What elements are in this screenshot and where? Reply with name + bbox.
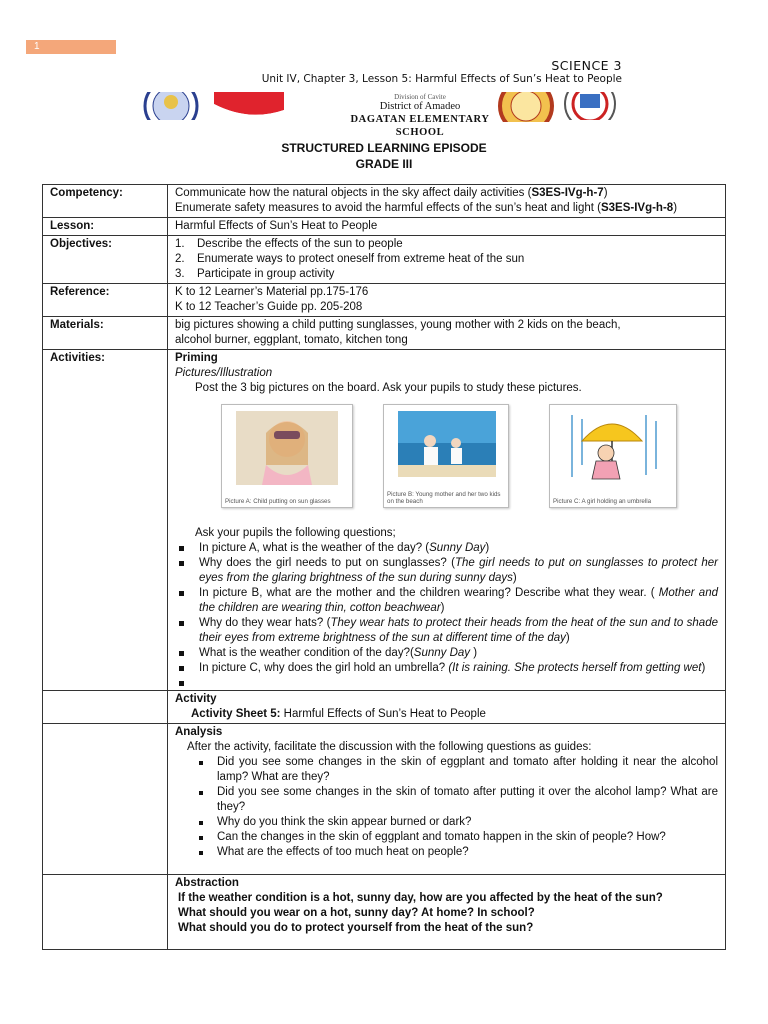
question-text: What is the weather condition of the day?( bbox=[199, 647, 414, 659]
priming-question-item bbox=[175, 616, 718, 646]
reference-label: Reference: bbox=[43, 284, 168, 317]
bullet-icon bbox=[179, 621, 184, 626]
competency-2-close: ) bbox=[673, 202, 678, 214]
analysis-question-item bbox=[197, 845, 718, 860]
question-close: ) bbox=[565, 632, 570, 644]
analysis-content bbox=[168, 724, 726, 875]
priming-question-item bbox=[175, 586, 718, 616]
priming-heading: Priming bbox=[175, 352, 218, 364]
picture-a-caption: Picture A: Child putting on sun glasses bbox=[225, 498, 331, 505]
lesson-label: Lesson: bbox=[43, 218, 168, 236]
competency-1-close: ) bbox=[603, 187, 608, 199]
picture-c bbox=[549, 404, 677, 508]
picture-b-caption: Picture B: Young mother and her two kids on the beach bbox=[387, 491, 501, 505]
school-header bbox=[340, 93, 500, 139]
bullet-icon bbox=[199, 836, 203, 840]
competency-2-text: Enumerate safety measures to avoid the harmful effects of the sun’s heat and light ( bbox=[175, 202, 601, 214]
activities-label: Activities: bbox=[43, 350, 168, 691]
analysis-row bbox=[43, 724, 726, 875]
analysis-question-text: Why do you think the skin appear burned or dark? bbox=[217, 816, 472, 828]
analysis-heading: Analysis bbox=[175, 726, 223, 738]
philippine-flag-logo bbox=[214, 92, 284, 116]
question-close: ) bbox=[701, 662, 706, 674]
competency-value bbox=[168, 185, 726, 218]
analysis-question-text: Did you see some changes in the skin of tomato after putting it over the alcohol lamp? What are they? bbox=[217, 786, 718, 813]
answer-text: They wear hats to protect their heads from the heat of the sun and to shade their eyes from extreme brightness of the sun at different time of the day bbox=[199, 617, 718, 644]
child-sunglasses-image bbox=[222, 405, 352, 491]
competency-label: Competency: bbox=[43, 185, 168, 218]
question-close: ) bbox=[440, 602, 445, 614]
bullet-icon bbox=[179, 651, 184, 656]
analysis-question-text: Did you see some changes in the skin of eggplant and tomato after holding it near the alcohol lamp? What are they? bbox=[217, 756, 718, 783]
analysis-intro: After the activity, facilitate the discussion with the following questions as guides: bbox=[187, 741, 592, 753]
reference-row bbox=[43, 284, 726, 317]
picture-a bbox=[221, 404, 353, 508]
activity-row bbox=[43, 691, 726, 724]
reference-line: K to 12 Teacher’s Guide pp. 205-208 bbox=[175, 301, 363, 313]
picture-b bbox=[383, 404, 509, 508]
materials-row bbox=[43, 317, 726, 350]
school-name: DAGATAN ELEMENTARY SCHOOL bbox=[350, 114, 490, 138]
bullet-icon bbox=[199, 851, 203, 855]
lesson-plan-table bbox=[42, 184, 726, 950]
competency-2-code: S3ES-IVg-h-8 bbox=[600, 202, 674, 214]
bullet-icon bbox=[199, 821, 203, 825]
abstraction-question: What should you do to protect yourself from the heat of the sun? bbox=[178, 922, 534, 934]
priming-question-item bbox=[175, 541, 718, 556]
bullet-icon bbox=[179, 561, 184, 566]
district-seal-logo bbox=[562, 92, 618, 120]
priming-question-item bbox=[175, 646, 718, 661]
bullet-icon bbox=[179, 591, 184, 596]
analysis-question-text: Can the changes in the skin of eggplant and tomato happen in the skin of people? How? bbox=[217, 831, 666, 843]
materials-label: Materials: bbox=[43, 317, 168, 350]
priming-questions-list bbox=[175, 541, 718, 686]
grade-level: GRADE III bbox=[355, 157, 413, 171]
lesson-row bbox=[43, 218, 726, 236]
question-close: ) bbox=[473, 647, 478, 659]
picture-c-caption: Picture C: A girl holding an umbrella bbox=[553, 498, 652, 505]
lesson-value: Harmful Effects of Sun’s Heat to People bbox=[168, 218, 726, 236]
school-seal-logo bbox=[498, 92, 554, 122]
activity-label-cell bbox=[43, 691, 168, 724]
answer-text: Sunny Day bbox=[429, 542, 486, 554]
division-name: Division of Cavite bbox=[394, 93, 446, 101]
activity-sheet-label: Activity Sheet 5: bbox=[191, 708, 281, 720]
bullet-icon bbox=[199, 761, 203, 765]
activities-row bbox=[43, 350, 726, 691]
priming-subheading: Pictures/Illustration bbox=[175, 367, 273, 379]
pictures-row bbox=[175, 396, 718, 524]
competency-row bbox=[43, 185, 726, 218]
question-text: Why do they wear hats? ( bbox=[199, 617, 331, 629]
page-number-badge: 1 bbox=[26, 40, 116, 54]
analysis-question-text: What are the effects of too much heat on people? bbox=[217, 846, 469, 858]
bullet-icon bbox=[179, 681, 184, 686]
materials-line: alcohol burner, eggplant, tomato, kitchen tong bbox=[175, 334, 408, 346]
priming-question-item bbox=[175, 661, 718, 676]
activities-content bbox=[168, 350, 726, 691]
objectives-list bbox=[168, 236, 726, 284]
objective-item: 1. Describe the effects of the sun to people bbox=[175, 238, 403, 250]
activity-sheet-title: Harmful Effects of Sun’s Heat to People bbox=[280, 708, 486, 720]
district-name: District of Amadeo bbox=[379, 101, 461, 112]
abstraction-heading: Abstraction bbox=[175, 877, 239, 889]
bullet-icon bbox=[179, 666, 184, 671]
priming-question-item bbox=[175, 676, 718, 686]
question-text: In picture B, what are the mother and the children wearing? Describe what they wear. ( bbox=[199, 587, 659, 599]
question-text: In picture C, why does the girl hold an umbrella? bbox=[199, 662, 449, 674]
subject-title: SCIENCE 3 bbox=[551, 58, 622, 73]
analysis-question-item bbox=[197, 815, 718, 830]
activity-content bbox=[168, 691, 726, 724]
reference-value bbox=[168, 284, 726, 317]
objectives-label: Objectives: bbox=[43, 236, 168, 284]
abstraction-content bbox=[168, 875, 726, 950]
analysis-label-cell bbox=[43, 724, 168, 875]
abstraction-row bbox=[43, 875, 726, 950]
question-text: In picture A, what is the weather of the day? ( bbox=[199, 542, 430, 554]
analysis-question-item bbox=[197, 755, 718, 785]
abstraction-question: What should you wear on a hot, sunny day? At home? In school? bbox=[178, 907, 535, 919]
girl-umbrella-image bbox=[550, 405, 676, 489]
objective-item: 2. Enumerate ways to protect oneself from extreme heat of the sun bbox=[175, 253, 525, 265]
question-text: Why does the girl needs to put on sunglasses? ( bbox=[199, 557, 455, 569]
analysis-questions-list bbox=[175, 755, 718, 860]
bullet-icon bbox=[179, 546, 184, 551]
materials-line: big pictures showing a child putting sunglasses, young mother with 2 kids on the beach, bbox=[175, 319, 621, 331]
deped-seal-logo bbox=[141, 92, 201, 120]
abstraction-question: If the weather condition is a hot, sunny day, how are you affected by the heat of the sun? bbox=[178, 892, 663, 904]
beach-family-image bbox=[384, 405, 508, 485]
question-close: ) bbox=[512, 572, 517, 584]
abstraction-label-cell bbox=[43, 875, 168, 950]
priming-instruction: Post the 3 big pictures on the board. Ask your pupils to study these pictures. bbox=[195, 382, 582, 394]
bullet-icon bbox=[199, 791, 203, 795]
priming-question-item bbox=[175, 556, 718, 586]
questions-intro: Ask your pupils the following questions; bbox=[195, 527, 396, 539]
analysis-question-item bbox=[197, 785, 718, 815]
materials-value bbox=[168, 317, 726, 350]
document-title: STRUCTURED LEARNING EPISODE bbox=[281, 141, 487, 155]
competency-1-text: Communicate how the natural objects in the sky affect daily activities ( bbox=[175, 187, 532, 199]
objective-item: 3. Participate in group activity bbox=[175, 268, 335, 280]
answer-text: (It is raining. She protects herself from getting wet bbox=[448, 662, 702, 674]
objectives-row bbox=[43, 236, 726, 284]
activity-heading: Activity bbox=[175, 693, 217, 705]
unit-lesson-line: Unit IV, Chapter 3, Lesson 5: Harmful Effects of Sun’s Heat to People bbox=[261, 73, 622, 85]
question-close: ) bbox=[485, 542, 490, 554]
reference-line: K to 12 Learner’s Material pp.175-176 bbox=[175, 286, 369, 298]
competency-1-code: S3ES-IVg-h-7 bbox=[531, 187, 604, 199]
analysis-question-item bbox=[197, 830, 718, 845]
answer-text: Sunny Day bbox=[413, 647, 474, 659]
answer-text: Mother and the children are wearing thin, cotton beachwear bbox=[199, 587, 718, 614]
answer-text: The girl needs to put on sunglasses to protect her eyes from the glaring brightness of the sun during sunny days bbox=[199, 557, 718, 584]
